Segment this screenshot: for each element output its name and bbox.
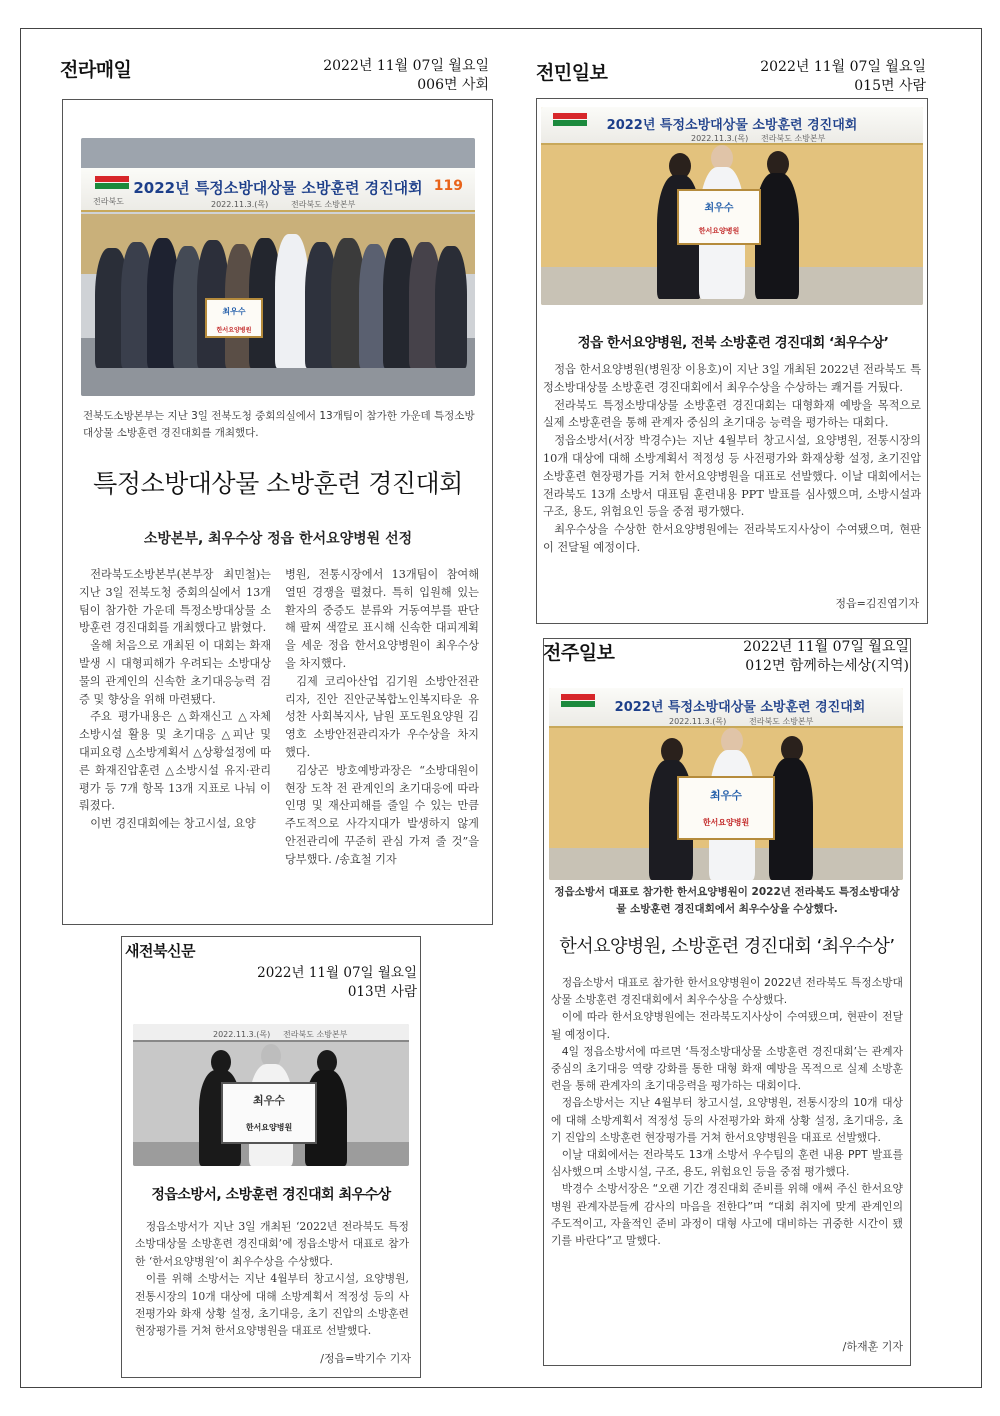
newspaper-name: 전라매일 xyxy=(60,59,132,81)
headline: 정읍소방서, 소방훈련 경진대회 최우수상 xyxy=(151,1187,391,1203)
banner-title: 2022년 특정소방대상물 소방훈련 경진대회 xyxy=(133,179,423,197)
award-plaque: 최우수 한서요양병원 xyxy=(221,1082,317,1144)
group-photo xyxy=(81,138,475,396)
article-box xyxy=(62,99,493,925)
byline: /하재훈 기자 xyxy=(842,1340,903,1353)
event-banner: 전라북도 2022년 특정소방대상물 소방훈련 경진대회 2022.11.3.(목) 전라북도 소방본부 119 xyxy=(81,168,475,212)
clip-jeonju-ilbo xyxy=(543,638,911,1366)
headline: 정읍 한서요양병원, 전북 소방훈련 경진대회 ‘최우수상’ xyxy=(577,335,889,351)
article-body: 정읍 한서요양병원(병원장 이용호)이 지난 3일 개최된 2022년 전라북도 특정소방대상물 소방훈련 경진대회에서 최우수상을 수상하는 쾌거를 거뒀다. 전라북도 특정소방대상물 소방훈련 경진대회는 대형화재 예방을 목적으로 실제 소방훈련을 통해 관계자 중심의 초기대응 능력을 평가하는 대회다. 정읍소방서(서장 박경수)는 지난 4월부터 창고시설, 요양병원, 전통시장의 10개 대상에 대해 소방계획서 적정성 등 사전평가와 화재상황 설정, 초기진압 소방훈련 현장평가를 거쳐 한서요양병원을 대표로 선발했다. 이날 대회에서는 전라북도 13개 소방서 대표팀 훈련내용 PPT 발표를 심사했으며, 소방시설과 구조, 용도, 위험요인 등을 중점 평가했다. 최우수상을 수상한 한서요양병원에는 전라북도지사상이 수여됐으며, 현판이 전달될 예정이다. xyxy=(543,363,921,554)
award-plaque: 최우수 한서요양병원 xyxy=(677,189,761,245)
publish-date: 2022년 11월 07일 월요일 013면 사람 xyxy=(257,965,417,1000)
body-column-2: 병원, 전통시장에서 13개팀이 참여해 열띤 경쟁을 펼쳤다. 특히 입원해 있는 환자의 중증도 분류와 거동여부를 판단해 팔찌 색깔로 표시해 신속한 대피계획을 세운 정읍 한서요양병원이 최우수상을 차지했다. 김제 코리아산업 김기원 소방안전관리자, 진안 진안군복합노인복지타운 유성찬 사회복지사, 남원 포도원요양원 김영호 소방안전관리자가 우수상을 차지했다. 김상곤 방호예방과장은 “소방대원이 현장 도착 전 관계인의 초기대응에 따라 인명 및 재산피해를 줄일 수 있는 만큼 주도적으로 사각지대가 발생하지 않게 안전관리에 꾸준히 관심 가져 줄 것”을 당부했다. /송효철 기자 xyxy=(285,568,479,866)
article-body: 정읍소방서가 지난 3일 개최된 ‘2022년 전라북도 특정소방대상물 소방훈련 경진대회’에 정읍소방서 대표로 참가한 ‘한서요양병원’이 최우수상을 수상했다. 이를 위해 소방서는 지난 4월부터 창고시설, 요양병원, 전통시장의 10개 대상에 대해 소방계획서 적정성 등의 사전평가와 화재 상황 설정, 초기대응, 초기 진압의 소방훈련 현장평가를 거쳐 한서요양병원을 대표로 선발했다. xyxy=(135,1220,409,1338)
award-photo-bw: 2022.11.3.(목) 전라북도 소방본부 최우수 한서요양병원 xyxy=(133,1024,409,1166)
newspaper-name: 전민일보 xyxy=(536,62,608,84)
award-plaque: 최우수 한서요양병원 xyxy=(205,298,263,338)
award-photo xyxy=(541,107,923,305)
subheadline: 소방본부, 최우수상 정읍 한서요양병원 선정 xyxy=(143,531,413,547)
photo-caption: 전북도소방본부는 지난 3일 전북도청 중회의실에서 13개팀이 참가한 가운데 특정소방대상물 소방훈련 경진대회를 개최했다. xyxy=(83,410,475,439)
byline: 정읍=김진엽기자 xyxy=(835,597,919,610)
publish-date: 2022년 11월 07일 월요일 015면 사람 xyxy=(760,59,926,94)
clip-jeolla-maeil xyxy=(60,55,495,927)
clip-saejeonbuk-sinmun xyxy=(121,936,421,1378)
photo-caption: 정읍소방서 대표로 참가한 한서요양병원이 2022년 전라북도 특정소방대상물 소방훈련 경진대회에서 최우수상을 수상했다. xyxy=(554,886,900,915)
publish-date: 2022년 11월 07일 월요일 006면 사회 xyxy=(323,58,489,93)
byline: /정읍=박기수 기자 xyxy=(320,1352,411,1365)
article-body: 정읍소방서 대표로 참가한 한서요양병원이 2022년 전라북도 특정소방대상물 소방훈련 경진대회에서 최우수상을 수상했다. 이에 따라 한서요양병원에는 전라북도지사상이 수여됐으며, 현판이 전달될 예정이다. 4일 정읍소방서에 따르면 ‘특정소방대상물 소방훈련 경진대회’는 관계자 중심의 초기대응 역량 강화를 통한 대형 화재 예방을 목적으로 실제 소방훈련을 통해 관계자의 초기대응력을 평가하는 대회이다. 정읍소방서는 지난 4월부터 창고시설, 요양병원, 전통시장의 10개 대상에 대해 소방계획서 적정성 등의 사전평가와 화재 상황 설정, 초기대응, 초기 진압의 소방훈련 현장평가를 거쳐 한서요양병원을 대표로 선발했다. 이날 대회에서는 전라북도 13개 소방서 우수팀의 훈련 내용 PPT 발표를 심사했으며 소방시설, 구조, 용도, 위험요인 등을 중점 평가했다. 박경수 소방서장은 “오랜 기간 경진대회 준비를 위해 애써 주신 한서요양병원 관계자분들께 감사의 마음을 전한다”며 “대회 취지에 맞게 관계인의 주도적이고, 자율적인 준비 과정이 대형 사고에 대비하는 귀중한 시간이 됐기를 바란다”고 말했다. xyxy=(551,976,903,1248)
award-plaque: 최우수 한서요양병원 xyxy=(677,776,775,840)
article-box xyxy=(536,98,928,624)
headline: 한서요양병원, 소방훈련 경진대회 ‘최우수상’ xyxy=(559,936,895,957)
body-column-1: 전라북도소방본부(본부장 최민철)는 지난 3일 전북도청 중회의실에서 13개팀이 참가한 가운데 특정소방대상물 소방훈련 경진대회를 개최했다고 밝혔다. 올해 처음으로 개최된 이 대회는 화재 발생 시 대형피해가 우려되는 소방대상물의 관계인의 신속한 초기대응능력 검증 및 향상을 위해 마련됐다. 주요 평가내용은 △화재신고 △자체 소방시설 활용 및 초기대응 △피난 및 대피요령 △소방계획서 △상황설정에 따른 화재진압훈련 △소방시설 유지·관리평가 등 7개 항목 13개 지표로 나눠 이뤄졌다. 이번 경진대회에는 창고시설, 요양 xyxy=(79,568,271,831)
newspaper-name: 전주일보 xyxy=(543,642,615,664)
event-banner: 2022년 특정소방대상물 소방훈련 경진대회 2022.11.3.(목) 전라북도 소방본부 xyxy=(549,688,903,728)
clip-jeonmin-ilbo xyxy=(536,58,930,624)
event-banner: 2022년 특정소방대상물 소방훈련 경진대회 2022.11.3.(목) 전라북도 소방본부 xyxy=(541,107,923,145)
newspaper-name: 새전북신문 xyxy=(125,942,195,960)
award-photo xyxy=(549,688,903,880)
headline: 특정소방대상물 소방훈련 경진대회 xyxy=(93,469,463,498)
publish-date: 2022년 11월 07일 월요일 012면 함께하는세상(지역) xyxy=(743,639,909,674)
